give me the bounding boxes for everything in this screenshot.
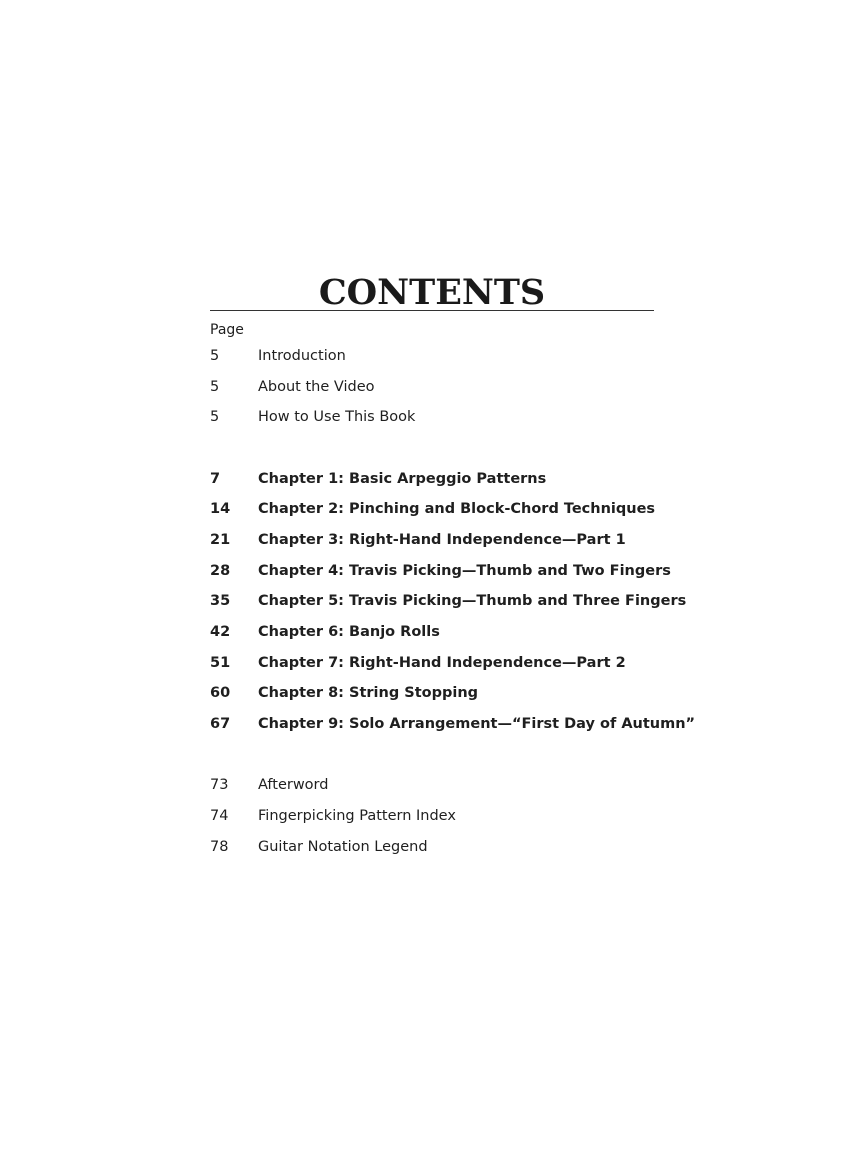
page-column-label: Page (210, 322, 244, 338)
toc-entry-title: About the Video (258, 378, 375, 395)
toc-entry-title: Chapter 8: String Stopping (258, 685, 479, 702)
toc-page-number: 67 (210, 716, 231, 733)
toc-entry-title: Fingerpicking Pattern Index (258, 807, 456, 824)
toc-chapter-entry (210, 709, 696, 740)
chapter-list (210, 464, 696, 740)
toc-page-number: 42 (210, 624, 231, 640)
toc-entry-title: Chapter 6: Banjo Rolls (258, 624, 440, 640)
toc-chapter-entry (210, 617, 654, 648)
section-gap (210, 740, 654, 771)
toc-entry (210, 801, 654, 832)
toc-page-number: 7 (210, 470, 221, 487)
toc-chapter-entry (210, 648, 654, 679)
toc-chapter-entry (210, 525, 654, 556)
toc-chapter-entry (210, 678, 654, 709)
toc-chapter-entry (210, 494, 654, 525)
toc-page-number: 73 (210, 777, 229, 794)
toc-chapter-entry (210, 586, 687, 617)
toc-chapter-entry (210, 464, 654, 495)
section-gap (210, 433, 654, 464)
back-matter-list (210, 770, 654, 862)
toc-page-number: 5 (210, 348, 220, 364)
toc-page-number: 5 (210, 378, 220, 395)
toc-page-number: 78 (210, 838, 229, 855)
toc-entry-title: Guitar Notation Legend (258, 838, 428, 855)
toc-entry (210, 832, 654, 863)
toc-entry-title: Chapter 2: Pinching and Block-Chord Techniques (258, 501, 656, 518)
toc-page-number: 14 (210, 501, 231, 518)
toc-entry (210, 341, 654, 372)
table-of-contents (210, 270, 696, 862)
front-matter-list (210, 341, 654, 433)
toc-entry-title: Introduction (258, 348, 346, 364)
toc-chapter-entry (210, 556, 671, 587)
toc-entry-title: Chapter 1: Basic Arpeggio Patterns (258, 470, 547, 487)
toc-entry-title: Chapter 4: Travis Picking—Thumb and Two Fingers (258, 562, 671, 579)
toc-page-number: 5 (210, 409, 220, 426)
toc-page-number: 51 (210, 654, 231, 671)
toc-entry-title: Chapter 3: Right-Hand Independence—Part 1 (258, 531, 626, 548)
toc-entry (210, 372, 654, 403)
toc-page-number: 74 (210, 807, 229, 824)
toc-page-number: 28 (210, 562, 231, 579)
toc-entry-title: Afterword (258, 777, 329, 794)
toc-entry-title: Chapter 5: Travis Picking—Thumb and Three Fingers (258, 593, 687, 610)
toc-entry (210, 402, 654, 433)
toc-page-number: 60 (210, 685, 231, 702)
toc-page-number: 35 (210, 593, 231, 610)
toc-entry (210, 770, 654, 801)
contents-title: CONTENTS (318, 272, 546, 313)
toc-entry-title: Chapter 7: Right-Hand Independence—Part 2 (258, 654, 626, 671)
toc-page-number: 21 (210, 531, 231, 548)
toc-entry-title: How to Use This Book (258, 409, 416, 426)
toc-entry-title: Chapter 9: Solo Arrangement—“First Day of Autumn” (258, 716, 696, 733)
